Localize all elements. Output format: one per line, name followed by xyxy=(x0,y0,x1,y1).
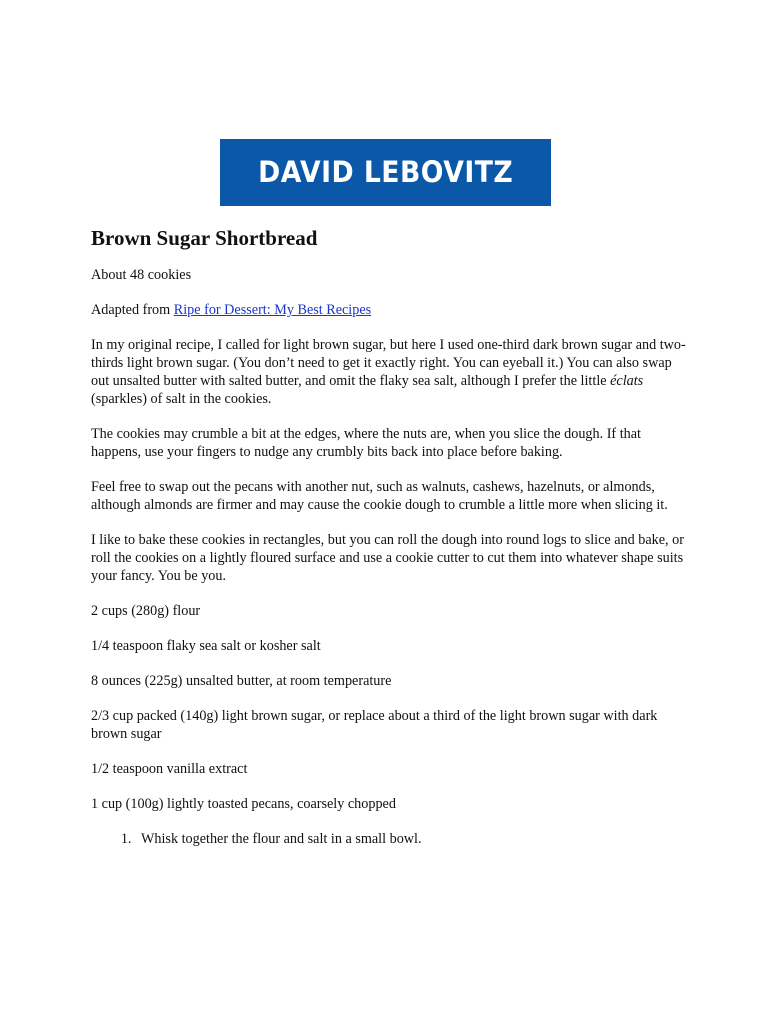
site-logo-banner[interactable] xyxy=(220,139,551,206)
recipe-content xyxy=(91,225,691,848)
site-logo-text: DAVID LEBOVITZ xyxy=(257,155,514,189)
step-item: 1. Whisk together the flour and salt in a small bowl. xyxy=(135,830,691,848)
intro-paragraph-4: I like to bake these cookies in rectangles, but you can roll the dough into round logs to slice and bake, or roll the cookies on a lightly floured surface and use a cookie cutter to cut them into whatever shape suits your fancy. You be you. xyxy=(91,532,684,584)
intro-paragraph-1-text-a: In my original recipe, I called for light brown sugar, but here I used one-third dark brown sugar and two-thirds light brown sugar. (You don’t need to get it exactly right. You can eyeball it.) You can also swap out unsalted butter with salted butter, and omit the flaky sea salt, although I prefer the little xyxy=(91,337,686,389)
ingredient-item: 2/3 cup packed (140g) light brown sugar, or replace about a third of the light brown sugar with dark brown sugar xyxy=(91,708,658,742)
ingredient-item: 1/2 teaspoon vanilla extract xyxy=(91,761,248,777)
adapted-from xyxy=(91,301,691,319)
ingredient-item: 2 cups (280g) flour xyxy=(91,603,201,619)
eclats-italic: éclats xyxy=(610,373,644,389)
source-book-link[interactable]: Ripe for Dessert: My Best Recipes xyxy=(173,302,372,318)
intro-paragraph-1-text-b: (sparkles) of salt in the cookies. xyxy=(91,391,272,407)
intro-paragraph-3: Feel free to swap out the pecans with another nut, such as walnuts, cashews, hazelnuts, or almonds, although almonds are firmer and may cause the cookie dough to crumble a little more when slicing it. xyxy=(91,479,668,513)
intro-paragraph-1 xyxy=(91,336,691,408)
ingredient-item: 8 ounces (225g) unsalted butter, at room temperature xyxy=(91,673,392,689)
adapted-from-label: Adapted from xyxy=(91,302,174,318)
recipe-title: Brown Sugar Shortbread xyxy=(91,226,318,250)
intro-paragraph-2: The cookies may crumble a bit at the edges, where the nuts are, when you slice the dough. If that happens, use your fingers to nudge any crumbly bits back into place before baking. xyxy=(91,426,641,460)
ingredient-item: 1/4 teaspoon flaky sea salt or kosher salt xyxy=(91,638,321,654)
ingredient-item: 1 cup (100g) lightly toasted pecans, coarsely chopped xyxy=(91,796,396,812)
steps-list xyxy=(91,830,691,848)
recipe-yield: About 48 cookies xyxy=(91,267,192,283)
